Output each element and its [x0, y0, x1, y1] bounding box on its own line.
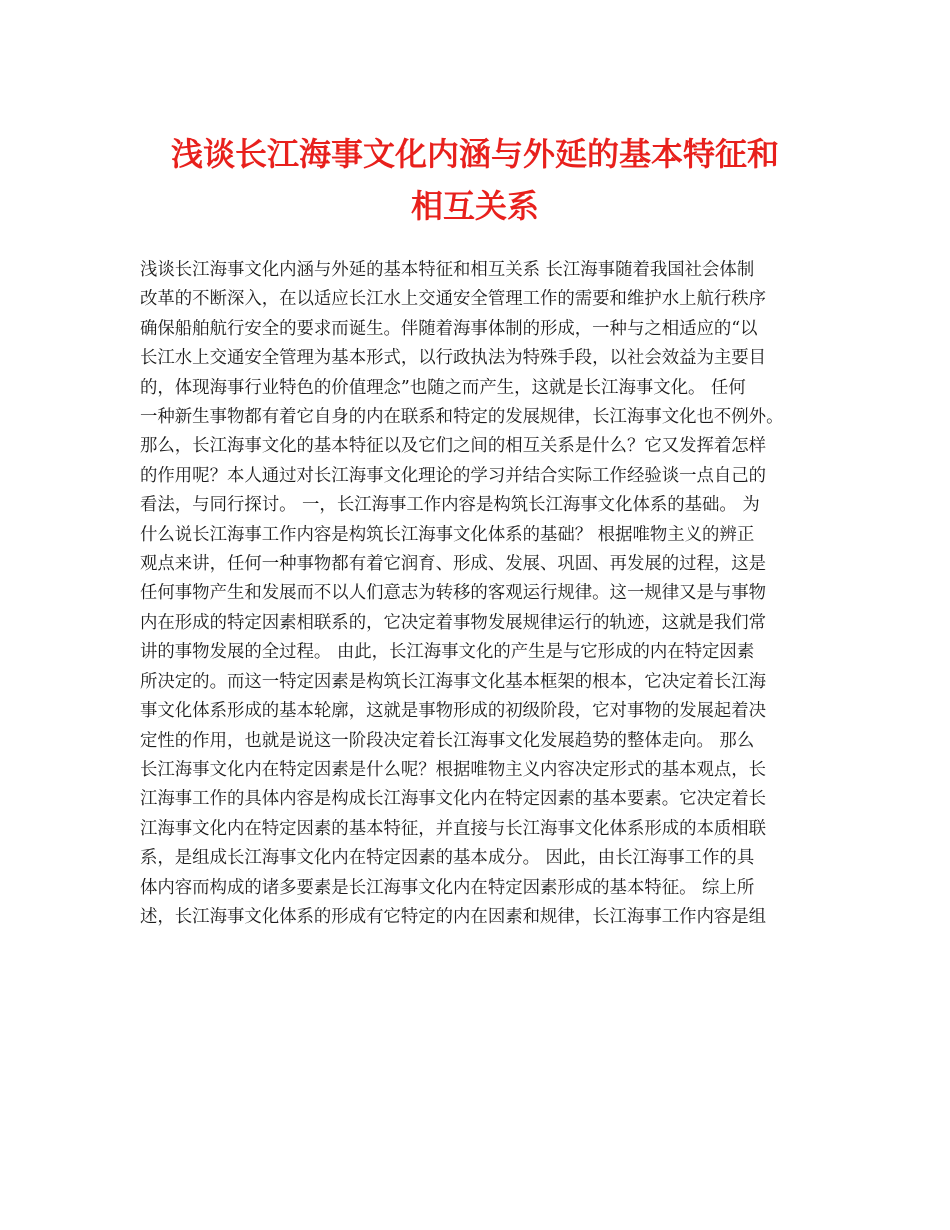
- document-body: [140, 256, 840, 932]
- body-line: 江海事文化内在特定因素的基本特征，并直接与长江海事文化体系形成的本质相联: [140, 818, 767, 839]
- title-line: 浅谈长江海事文化内涵与外延的基本特征和: [170, 135, 779, 173]
- body-line: 什么说长江海事工作内容是构筑长江海事文化体系的基础？ 根据唯物主义的辨正: [140, 524, 755, 545]
- body-line: 体内容而构成的诸多要素是长江海事文化内在特定因素形成的基本特征。 综上所: [140, 877, 755, 898]
- body-line: 长江水上交通安全管理为基本形式，以行政执法为特殊手段，以社会效益为主要目: [140, 348, 767, 369]
- body-line: 所决定的。而这一特定因素是构筑长江海事文化基本框架的根本，它决定着长江海: [140, 671, 767, 692]
- document-title: [120, 128, 830, 232]
- body-line: 观点来讲，任何一种事物都有着它润育、形成、发展、巩固、再发展的过程，这是: [140, 554, 767, 575]
- body-line: 的作用呢？本人通过对长江海事文化理论的学习并结合实际工作经验谈一点自己的: [140, 465, 767, 486]
- body-line: 长江海事文化内在特定因素是什么呢？根据唯物主义内容决定形式的基本观点，长: [140, 759, 767, 780]
- body-line: 讲的事物发展的全过程。 由此，长江海事文化的产生是与它形成的内在特定因素: [140, 642, 755, 663]
- body-line: 述，长江海事文化体系的形成有它特定的内在因素和规律，长江海事工作内容是组: [140, 906, 767, 927]
- title-line: 相互关系: [410, 187, 539, 225]
- body-line: 事文化体系形成的基本轮廓，这就是事物形成的初级阶段，它对事物的发展起着决: [140, 701, 767, 722]
- body-line: 江海事工作的具体内容是构成长江海事文化内在特定因素的基本要素。它决定着长: [140, 789, 767, 810]
- body-line: 确保船舶航行安全的要求而诞生。伴随着海事体制的形成，一种与之相适应的“以: [140, 318, 758, 339]
- body-line: 一种新生事物都有着它自身的内在联系和特定的发展规律，长江海事文化也不例外。: [140, 407, 784, 428]
- body-line: 的，体现海事行业特色的价值理念”也随之而产生，这就是长江海事文化。 任何: [140, 377, 746, 398]
- body-line: 那么，长江海事文化的基本特征以及它们之间的相互关系是什么？它又发挥着怎样: [140, 436, 767, 457]
- body-line: 系，是组成长江海事文化内在特定因素的基本成分。 因此，由长江海事工作的具: [140, 848, 755, 869]
- body-line: 定性的作用，也就是说这一阶段决定着长江海事文化发展趋势的整体走向。 那么: [140, 730, 755, 751]
- body-line: 改革的不断深入，在以适应长江水上交通安全管理工作的需要和维护水上航行秩序: [140, 289, 767, 310]
- body-line: 看法，与同行探讨。 一，长江海事工作内容是构筑长江海事文化体系的基础。 为: [140, 495, 760, 516]
- body-line: 内在形成的特定因素相联系的，它决定着事物发展规律运行的轨迹，这就是我们常: [140, 612, 767, 633]
- body-line: 浅谈长江海事文化内涵与外延的基本特征和相互关系 长江海事随着我国社会体制: [140, 260, 755, 280]
- body-line: 任何事物产生和发展而不以人们意志为转移的客观运行规律。这一规律又是与事物: [140, 583, 767, 604]
